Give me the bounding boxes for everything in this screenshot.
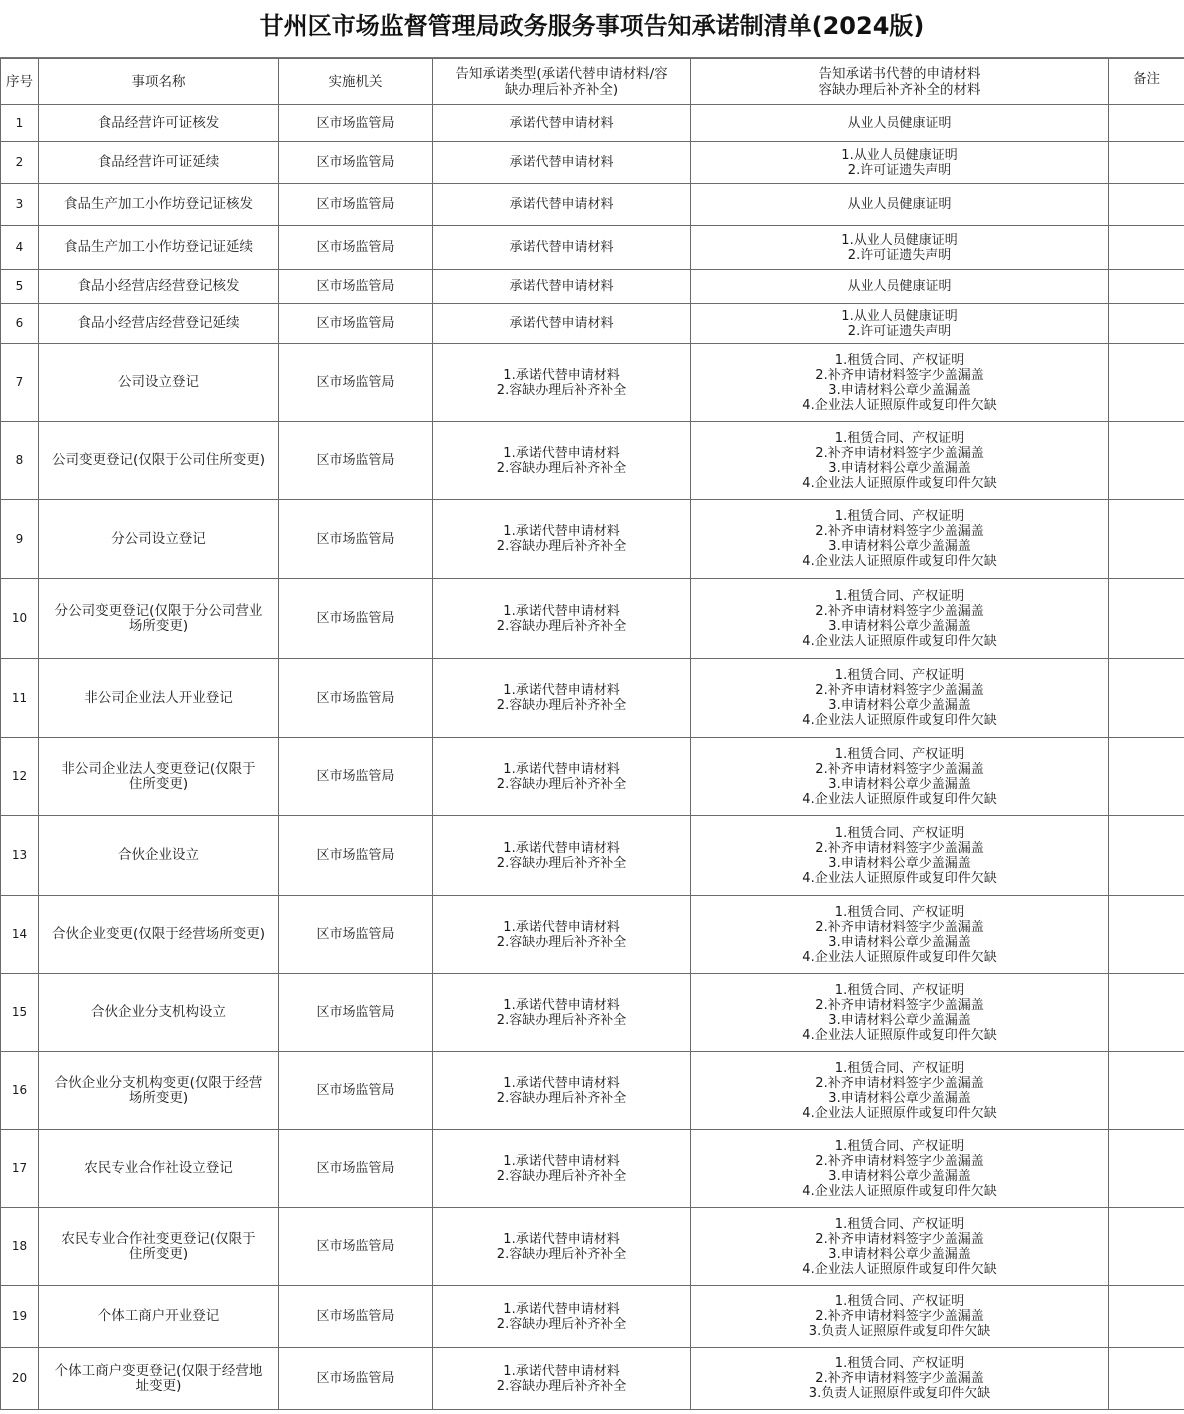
materials-cell-line: 4.企业法人证照原件或复印件欠缺 <box>802 870 997 886</box>
materials-cell-line: 2.补齐申请材料签字少盖漏盖 <box>815 524 984 539</box>
page-title: 甘州区市场监督管理局政务服务事项告知承诺制清单(2024版) <box>0 0 1184 58</box>
item-name-line: 合伙企业设立 <box>118 847 199 863</box>
commitment-type-line: 1.承诺代替申请材料 <box>503 524 620 539</box>
materials-cell-line: 2.补齐申请材料签字少盖漏盖 <box>815 919 984 935</box>
materials-cell-line: 1.从业人员健康证明 <box>841 308 958 324</box>
materials-cell <box>691 1286 1109 1348</box>
item-name <box>39 974 279 1052</box>
item-name-line: 农民专业合作社变更登记(仅限于 <box>61 1230 256 1247</box>
commitment-type-line: 2.容缺办理后补齐补全 <box>496 776 627 792</box>
materials-cell-line: 4.企业法人证照原件或复印件欠缺 <box>802 397 997 413</box>
materials-cell-line: 3.申请材料公章少盖漏盖 <box>828 1168 971 1184</box>
commitment-type <box>433 896 691 974</box>
item-name-line: 住所变更) <box>128 775 189 792</box>
materials-cell <box>691 105 1109 142</box>
row-number: 15 <box>1 974 39 1052</box>
commitment-type <box>433 1052 691 1130</box>
materials-cell <box>691 579 1109 659</box>
agency-cell: 区市场监管局 <box>279 896 433 974</box>
commitment-type-line: 1.承诺代替申请材料 <box>503 840 620 856</box>
materials-cell <box>691 500 1109 579</box>
materials-cell-line: 1.租赁合同、产权证明 <box>834 352 965 368</box>
header-materials-line-1: 告知承诺书代替的申请材料 <box>818 65 981 82</box>
remark-cell <box>1109 344 1184 422</box>
item-name <box>39 1348 279 1410</box>
table-row <box>1 816 1184 896</box>
agency-cell: 区市场监管局 <box>279 226 433 270</box>
materials-cell <box>691 304 1109 344</box>
commitment-type <box>433 1286 691 1348</box>
commitment-type <box>433 659 691 738</box>
commitment-type <box>433 1208 691 1286</box>
materials-cell-line: 4.企业法人证照原件或复印件欠缺 <box>802 633 997 649</box>
row-number: 19 <box>1 1286 39 1348</box>
table-row <box>1 896 1184 974</box>
table-row <box>1 1052 1184 1130</box>
materials-cell-line: 1.租赁合同、产权证明 <box>834 904 965 920</box>
materials-cell-line: 3.申请材料公章少盖漏盖 <box>828 776 971 792</box>
item-name <box>39 1130 279 1208</box>
item-name <box>39 142 279 184</box>
item-name-line: 农民专业合作社设立登记 <box>84 1160 233 1176</box>
commitment-type-line: 1.承诺代替申请材料 <box>503 919 620 935</box>
commitment-type-line: 1.承诺代替申请材料 <box>503 1075 620 1091</box>
materials-cell <box>691 270 1109 304</box>
header-agency: 实施机关 <box>279 59 433 105</box>
materials-cell-line: 2.补齐申请材料签字少盖漏盖 <box>815 1371 984 1386</box>
commitment-type-line: 2.容缺办理后补齐补全 <box>496 460 627 476</box>
remark-cell <box>1109 738 1184 816</box>
materials-cell-line: 1.租赁合同、产权证明 <box>834 1294 965 1309</box>
table-row <box>1 422 1184 500</box>
agency-cell: 区市场监管局 <box>279 270 433 304</box>
materials-cell-line: 1.租赁合同、产权证明 <box>834 509 965 524</box>
item-name-line: 公司变更登记(仅限于公司住所变更) <box>51 452 266 468</box>
item-name-line: 食品经营许可证核发 <box>97 114 220 131</box>
materials-cell-line: 2.补齐申请材料签字少盖漏盖 <box>815 445 984 461</box>
item-name-line: 食品小经营店经营登记核发 <box>77 278 240 294</box>
materials-cell <box>691 896 1109 974</box>
item-name-line: 合伙企业分支机构变更(仅限于经营 <box>54 1074 263 1091</box>
materials-cell-line: 3.申请材料公章少盖漏盖 <box>828 855 971 871</box>
materials-cell <box>691 816 1109 896</box>
materials-cell-line: 1.租赁合同、产权证明 <box>834 430 965 446</box>
commitment-type <box>433 270 691 304</box>
commitment-type-line: 2.容缺办理后补齐补全 <box>496 1246 627 1262</box>
agency-cell: 区市场监管局 <box>279 500 433 579</box>
commitment-type-line: 2.容缺办理后补齐补全 <box>496 382 627 398</box>
row-number: 13 <box>1 816 39 896</box>
remark-cell <box>1109 270 1184 304</box>
remark-cell <box>1109 1052 1184 1130</box>
remark-cell <box>1109 500 1184 579</box>
header-materials <box>691 59 1109 105</box>
table-row <box>1 659 1184 738</box>
table-row <box>1 270 1184 304</box>
commitment-type <box>433 304 691 344</box>
materials-cell-line: 4.企业法人证照原件或复印件欠缺 <box>802 475 997 491</box>
commitment-type <box>433 974 691 1052</box>
materials-cell-line: 2.许可证遗失声明 <box>847 247 952 263</box>
materials-cell <box>691 659 1109 738</box>
materials-cell-line: 4.企业法人证照原件或复印件欠缺 <box>802 554 997 569</box>
item-name-line: 址变更) <box>135 1377 182 1394</box>
remark-cell <box>1109 974 1184 1052</box>
materials-cell-line: 4.企业法人证照原件或复印件欠缺 <box>802 713 997 728</box>
materials-cell-line: 2.补齐申请材料签字少盖漏盖 <box>815 997 984 1013</box>
materials-cell-line: 2.补齐申请材料签字少盖漏盖 <box>815 1309 984 1324</box>
materials-cell <box>691 738 1109 816</box>
materials-cell-line: 1.从业人员健康证明 <box>841 232 958 248</box>
commitment-type-line: 2.容缺办理后补齐补全 <box>496 1012 627 1028</box>
agency-cell: 区市场监管局 <box>279 1130 433 1208</box>
materials-cell-line: 2.补齐申请材料签字少盖漏盖 <box>815 367 984 383</box>
materials-cell-line: 3.申请材料公章少盖漏盖 <box>828 698 971 713</box>
item-name <box>39 304 279 344</box>
header-type-line-1: 告知承诺类型(承诺代替申请材料/容 <box>455 65 668 82</box>
item-name <box>39 500 279 579</box>
commitment-type <box>433 500 691 579</box>
materials-cell-line: 3.负责人证照原件或复印件欠缺 <box>808 1324 991 1339</box>
materials-cell <box>691 1208 1109 1286</box>
item-name <box>39 184 279 226</box>
materials-cell-line: 2.补齐申请材料签字少盖漏盖 <box>815 761 984 777</box>
remark-cell <box>1109 304 1184 344</box>
materials-cell-line: 1.租赁合同、产权证明 <box>834 668 965 683</box>
row-number: 2 <box>1 142 39 184</box>
item-name <box>39 422 279 500</box>
agency-cell: 区市场监管局 <box>279 105 433 142</box>
item-name-line: 食品生产加工小作坊登记证延续 <box>64 239 253 255</box>
materials-cell-line: 1.租赁合同、产权证明 <box>834 982 965 998</box>
materials-cell-line: 1.租赁合同、产权证明 <box>834 1356 965 1371</box>
header-no: 序号 <box>1 59 39 105</box>
item-name-line: 个体工商户开业登记 <box>97 1308 220 1324</box>
item-name <box>39 1286 279 1348</box>
table-body <box>1 105 1184 1410</box>
materials-cell-line: 3.负责人证照原件或复印件欠缺 <box>808 1386 991 1401</box>
commitment-type-line: 承诺代替申请材料 <box>509 115 614 131</box>
item-name <box>39 270 279 304</box>
item-name-line: 食品经营许可证延续 <box>97 154 220 170</box>
materials-cell <box>691 142 1109 184</box>
row-number: 7 <box>1 344 39 422</box>
table-row <box>1 105 1184 142</box>
commitment-type-line: 1.承诺代替申请材料 <box>503 603 620 619</box>
materials-cell <box>691 344 1109 422</box>
item-name <box>39 105 279 142</box>
materials-cell-line: 从业人员健康证明 <box>847 279 952 294</box>
commitment-type-line: 1.承诺代替申请材料 <box>503 761 620 777</box>
remark-cell <box>1109 1286 1184 1348</box>
item-name-line: 食品生产加工小作坊登记证核发 <box>64 196 253 212</box>
commitment-type <box>433 579 691 659</box>
agency-cell: 区市场监管局 <box>279 738 433 816</box>
materials-cell-line: 2.许可证遗失声明 <box>847 162 952 178</box>
commitment-type <box>433 105 691 142</box>
agency-cell: 区市场监管局 <box>279 1286 433 1348</box>
commitment-table <box>0 58 1184 1410</box>
commitment-type <box>433 422 691 500</box>
table-row <box>1 226 1184 270</box>
commitment-type-line: 2.容缺办理后补齐补全 <box>496 1316 627 1332</box>
materials-cell-line: 2.补齐申请材料签字少盖漏盖 <box>815 840 984 856</box>
materials-cell <box>691 184 1109 226</box>
item-name-line: 场所变更) <box>128 617 189 634</box>
item-name <box>39 1208 279 1286</box>
commitment-type-line: 1.承诺代替申请材料 <box>503 1363 620 1379</box>
materials-cell-line: 从业人员健康证明 <box>847 115 952 131</box>
table-row <box>1 974 1184 1052</box>
materials-cell-line: 3.申请材料公章少盖漏盖 <box>828 1012 971 1028</box>
materials-cell-line: 1.租赁合同、产权证明 <box>834 1138 965 1154</box>
materials-cell <box>691 422 1109 500</box>
table-row <box>1 184 1184 226</box>
materials-cell-line: 2.补齐申请材料签字少盖漏盖 <box>815 683 984 698</box>
table-row <box>1 1348 1184 1410</box>
agency-cell: 区市场监管局 <box>279 142 433 184</box>
remark-cell <box>1109 896 1184 974</box>
remark-cell <box>1109 1208 1184 1286</box>
item-name-line: 场所变更) <box>128 1089 189 1106</box>
materials-cell <box>691 1130 1109 1208</box>
materials-cell-line: 3.申请材料公章少盖漏盖 <box>828 1090 971 1106</box>
item-name-line: 分公司变更登记(仅限于分公司营业 <box>54 602 263 619</box>
item-name-line: 非公司企业法人变更登记(仅限于 <box>61 760 256 777</box>
commitment-type-line: 承诺代替申请材料 <box>509 240 614 255</box>
table-row <box>1 500 1184 579</box>
table-row <box>1 579 1184 659</box>
item-name <box>39 344 279 422</box>
row-number: 8 <box>1 422 39 500</box>
item-name <box>39 1052 279 1130</box>
header-materials-line-2: 容缺办理后补齐补全的材料 <box>818 81 981 98</box>
row-number: 10 <box>1 579 39 659</box>
materials-cell-line: 4.企业法人证照原件或复印件欠缺 <box>802 791 997 807</box>
agency-cell: 区市场监管局 <box>279 304 433 344</box>
table-header-row <box>1 59 1184 105</box>
row-number: 12 <box>1 738 39 816</box>
row-number: 4 <box>1 226 39 270</box>
commitment-type-line: 2.容缺办理后补齐补全 <box>496 855 627 871</box>
commitment-type-line: 2.容缺办理后补齐补全 <box>496 698 627 713</box>
agency-cell: 区市场监管局 <box>279 816 433 896</box>
commitment-type-line: 承诺代替申请材料 <box>509 316 614 331</box>
remark-cell <box>1109 659 1184 738</box>
row-number: 6 <box>1 304 39 344</box>
materials-cell <box>691 1348 1109 1410</box>
row-number: 9 <box>1 500 39 579</box>
commitment-type <box>433 1348 691 1410</box>
commitment-type-line: 2.容缺办理后补齐补全 <box>496 539 627 554</box>
header-type-line-2: 缺办理后补齐补全) <box>504 81 619 98</box>
row-number: 1 <box>1 105 39 142</box>
commitment-type-line: 承诺代替申请材料 <box>509 279 614 294</box>
header-remark: 备注 <box>1109 59 1184 105</box>
remark-cell <box>1109 422 1184 500</box>
materials-cell-line: 2.补齐申请材料签字少盖漏盖 <box>815 1231 984 1247</box>
commitment-type-line: 2.容缺办理后补齐补全 <box>496 618 627 634</box>
materials-cell <box>691 974 1109 1052</box>
row-number: 11 <box>1 659 39 738</box>
item-name <box>39 816 279 896</box>
commitment-type-line: 1.承诺代替申请材料 <box>503 1153 620 1169</box>
remark-cell <box>1109 1130 1184 1208</box>
item-name-line: 公司设立登记 <box>118 374 199 390</box>
commitment-type-line: 2.容缺办理后补齐补全 <box>496 1378 627 1394</box>
item-name <box>39 579 279 659</box>
agency-cell: 区市场监管局 <box>279 344 433 422</box>
materials-cell-line: 1.租赁合同、产权证明 <box>834 746 965 762</box>
commitment-type <box>433 738 691 816</box>
row-number: 18 <box>1 1208 39 1286</box>
commitment-type <box>433 226 691 270</box>
remark-cell <box>1109 105 1184 142</box>
materials-cell-line: 1.租赁合同、产权证明 <box>834 825 965 841</box>
item-name-line: 分公司设立登记 <box>111 530 206 547</box>
materials-cell-line: 3.申请材料公章少盖漏盖 <box>828 934 971 950</box>
remark-cell <box>1109 579 1184 659</box>
table-row <box>1 344 1184 422</box>
table-row <box>1 1130 1184 1208</box>
item-name-line: 住所变更) <box>128 1245 189 1262</box>
row-number: 16 <box>1 1052 39 1130</box>
commitment-type <box>433 1130 691 1208</box>
item-name-line: 个体工商户变更登记(仅限于经营地 <box>54 1362 263 1379</box>
table-row <box>1 1208 1184 1286</box>
item-name-line: 食品小经营店经营登记延续 <box>77 315 240 331</box>
agency-cell: 区市场监管局 <box>279 184 433 226</box>
materials-cell-line: 3.申请材料公章少盖漏盖 <box>828 618 971 634</box>
materials-cell-line: 4.企业法人证照原件或复印件欠缺 <box>802 949 997 965</box>
row-number: 17 <box>1 1130 39 1208</box>
item-name <box>39 226 279 270</box>
commitment-type-line: 1.承诺代替申请材料 <box>503 445 620 461</box>
item-name-line: 合伙企业变更(仅限于经营场所变更) <box>51 926 266 942</box>
commitment-type-line: 1.承诺代替申请材料 <box>503 1301 620 1317</box>
remark-cell <box>1109 184 1184 226</box>
commitment-type-line: 2.容缺办理后补齐补全 <box>496 1168 627 1184</box>
row-number: 3 <box>1 184 39 226</box>
materials-cell-line: 4.企业法人证照原件或复印件欠缺 <box>802 1261 997 1277</box>
materials-cell-line: 1.从业人员健康证明 <box>841 147 958 163</box>
commitment-type-line: 承诺代替申请材料 <box>509 155 614 170</box>
materials-cell <box>691 1052 1109 1130</box>
remark-cell <box>1109 1348 1184 1410</box>
item-name <box>39 659 279 738</box>
commitment-type <box>433 142 691 184</box>
commitment-type-line: 2.容缺办理后补齐补全 <box>496 934 627 950</box>
remark-cell <box>1109 816 1184 896</box>
agency-cell: 区市场监管局 <box>279 1348 433 1410</box>
materials-cell-line: 2.补齐申请材料签字少盖漏盖 <box>815 1075 984 1091</box>
materials-cell-line: 3.申请材料公章少盖漏盖 <box>828 382 971 398</box>
commitment-type-line: 承诺代替申请材料 <box>509 197 614 212</box>
materials-cell-line: 从业人员健康证明 <box>847 197 952 212</box>
materials-cell-line: 3.申请材料公章少盖漏盖 <box>828 539 971 554</box>
commitment-type-line: 1.承诺代替申请材料 <box>503 1231 620 1247</box>
materials-cell-line: 4.企业法人证照原件或复印件欠缺 <box>802 1183 997 1199</box>
table-row <box>1 1286 1184 1348</box>
commitment-type-line: 1.承诺代替申请材料 <box>503 367 620 383</box>
agency-cell: 区市场监管局 <box>279 422 433 500</box>
item-name-line: 合伙企业分支机构设立 <box>91 1004 226 1020</box>
agency-cell: 区市场监管局 <box>279 1208 433 1286</box>
table-row <box>1 304 1184 344</box>
commitment-type-line: 1.承诺代替申请材料 <box>503 997 620 1013</box>
row-number: 20 <box>1 1348 39 1410</box>
materials-cell-line: 4.企业法人证照原件或复印件欠缺 <box>802 1105 997 1121</box>
agency-cell: 区市场监管局 <box>279 974 433 1052</box>
remark-cell <box>1109 226 1184 270</box>
materials-cell-line: 3.申请材料公章少盖漏盖 <box>828 460 971 476</box>
commitment-type-line: 1.承诺代替申请材料 <box>503 683 620 698</box>
commitment-type <box>433 816 691 896</box>
item-name <box>39 738 279 816</box>
materials-cell-line: 1.租赁合同、产权证明 <box>834 1216 965 1232</box>
commitment-type <box>433 344 691 422</box>
materials-cell-line: 1.租赁合同、产权证明 <box>834 588 965 604</box>
header-name: 事项名称 <box>39 59 279 105</box>
table-row <box>1 142 1184 184</box>
materials-cell-line: 1.租赁合同、产权证明 <box>834 1060 965 1076</box>
row-number: 14 <box>1 896 39 974</box>
header-type <box>433 59 691 105</box>
agency-cell: 区市场监管局 <box>279 579 433 659</box>
materials-cell <box>691 226 1109 270</box>
agency-cell: 区市场监管局 <box>279 659 433 738</box>
remark-cell <box>1109 142 1184 184</box>
row-number: 5 <box>1 270 39 304</box>
item-name <box>39 896 279 974</box>
materials-cell-line: 2.补齐申请材料签字少盖漏盖 <box>815 1153 984 1169</box>
commitment-type <box>433 184 691 226</box>
item-name-line: 非公司企业法人开业登记 <box>84 689 233 706</box>
table-row <box>1 738 1184 816</box>
materials-cell-line: 3.申请材料公章少盖漏盖 <box>828 1246 971 1262</box>
materials-cell-line: 2.补齐申请材料签字少盖漏盖 <box>815 603 984 619</box>
commitment-type-line: 2.容缺办理后补齐补全 <box>496 1090 627 1106</box>
materials-cell-line: 4.企业法人证照原件或复印件欠缺 <box>802 1027 997 1043</box>
agency-cell: 区市场监管局 <box>279 1052 433 1130</box>
materials-cell-line: 2.许可证遗失声明 <box>847 323 952 339</box>
